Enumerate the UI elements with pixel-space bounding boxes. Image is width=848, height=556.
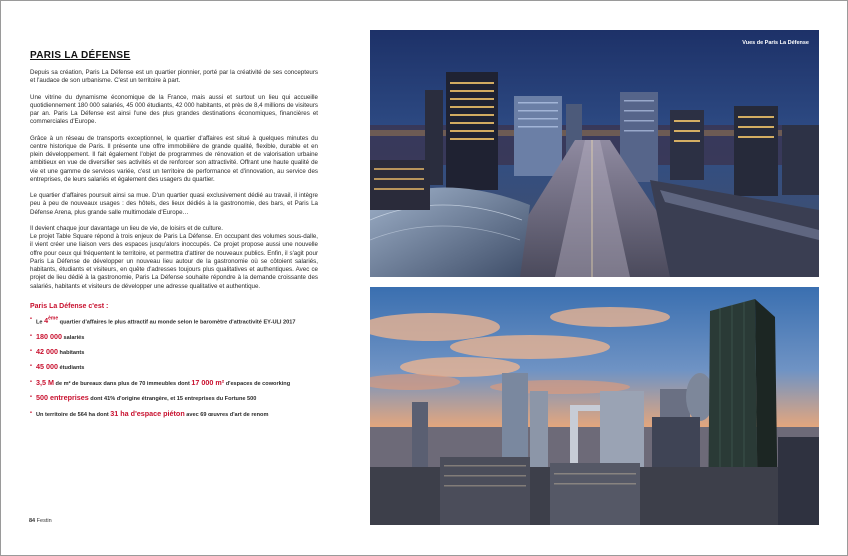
paragraph-6: Le projet Table Square répond à trois enjeux de Paris La Défense. En occupant des volumes sous-dalle, il vient créer une liaison vers des espaces jusqu'alors inoccupés. Ce projet propose aussi une nouvelle offre pour ceux qui fréquentent le territoire, et permettra d'attirer de nouveaux publics. Enfin, il s'agit pour Paris La Défense de développer un nouveau lieu autour de la gastronomie où se côtoient salariés, habitants, étudiants et visiteurs, en quête d'adresses toujours plus qualitatives et authentiques. Avec ce projet de lieu dédié à la gastronomie, Paris La Défense souhaite répondre à la demande croissante des salariés, habitants et visiteurs de développer une adresse qualitative et authentique. [30,233,318,290]
facts-title: Paris La Défense c'est : [30,302,109,310]
facts-list [30,316,318,419]
fact-item: • 42 000 habitants [30,348,318,357]
night-cityscape-illustration [370,30,819,277]
article-heading: PARIS LA DÉFENSE [30,50,131,61]
paragraph-4: Le quartier d'affaires poursuit ainsi sa mue. D'un quartier quasi exclusivement dédié au travail, il intègre peu à peu de nouveaux usages : des hôtels, des lieux dédiés à la gastronomie, des bars, et Paris La Défense Arena, plus grande salle multimodale d'Europe… [30,192,318,216]
article-column [30,50,318,425]
fact-item: • 500 entreprises dont 41% d'origine étrangère, et 15 entreprises du Fortune 500 [30,394,318,403]
fact-item: • 3,5 M de m² de bureaux dans plus de 70 immeubles dont 17 000 m² d'espaces de coworking [30,379,318,388]
paragraph-5: Il devient chaque jour davantage un lieu de vie, de loisirs et de culture. [30,224,223,232]
page-footer [29,518,52,524]
article-body [30,69,318,291]
paragraph-3: Grâce à un réseau de transports exceptionnel, le quartier d'affaires est situé à quelques minutes du centre historique de Paris. Il présente une offre immobilière de grande qualité, flexible, durable et en plein développement. Il fait également l'objet de programmes de rénovation et de valorisation urbaine ambitieux en vue de diversifier ses activités et de renforcer son attractivité. Offrant une haute qualité de vie et une gamme de services variée, c'est un territoire de performance et d'innovation, au service des entreprises, de leurs salariés et également des usagers du quartier. [30,134,318,183]
fact-item: • Le 4ème quartier d'affaires le plus attractif au monde selon le baromètre d'attractivité EY-ULI 2017 [30,316,318,327]
fact-item: • Un territoire de 564 ha dont 31 ha d'espace piéton avec 69 œuvres d'art de renom [30,410,318,419]
paragraph-2: Une vitrine du dynamisme économique de la France, mais aussi et surtout un lieu qui accueille quotidiennement 180 000 salariés, 45 000 étudiants, 42 000 habitants, et près de 8,4 millions de visiteurs par an. Paris La Défense est ainsi l'une des plus grandes destinations économiques, financières et commerciales d'Europe. [30,93,318,126]
paragraph-1: Depuis sa création, Paris La Défense est un quartier pionnier, porté par la créativité de ses concepteurs et l'audace de son urbanisme. C'est un territoire à part. [30,69,318,85]
photo-caption: Vues de Paris La Défense [742,40,809,46]
fact-item: • 45 000 étudiants [30,363,318,372]
page-number: 84 [29,518,36,524]
photo-sunset-skyline [370,287,819,525]
fact-item: • 180 000 salariés [30,333,318,342]
sunset-skyline-illustration [370,287,819,525]
magazine-name: Festin [36,518,52,524]
photo-night-aerial [370,30,819,277]
